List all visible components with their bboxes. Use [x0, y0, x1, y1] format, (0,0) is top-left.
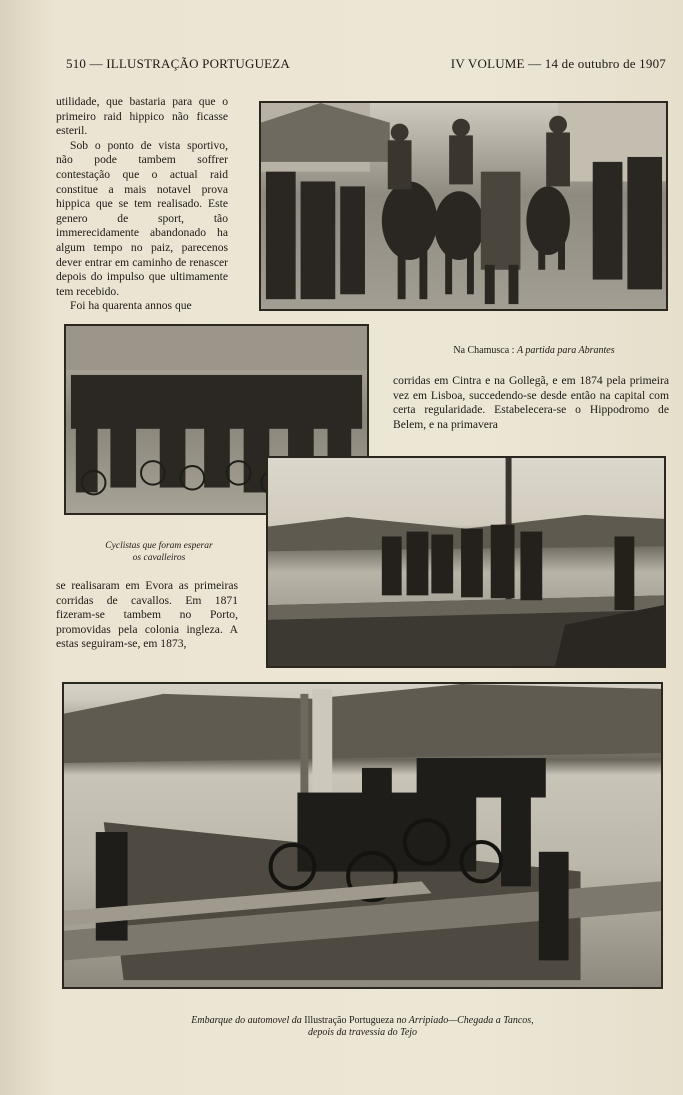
caption-part: no Arripiado—Chegada a Tancos, — [396, 1015, 534, 1026]
caption-line: depois da travessia do Tejo — [307, 1027, 418, 1038]
caption-cyclists — [64, 540, 254, 564]
paragraph: se realisaram em Evora as primeiras corridas de cavallos. Em 1871 fizeram-se tambem no Porto, promovidas pela colonia ingleza. A estas seguiram-se, em 1873, — [56, 579, 238, 651]
caption-line: Cyclistas que foram esperar — [105, 541, 213, 551]
photo-horsemen-image — [261, 103, 666, 309]
caption-line — [62, 1015, 663, 1027]
paragraph: corridas em Cintra e na Gollegã, e em 1874 pela primeira vez em Lisboa, succedendo-se desde então na capital com certa regularidade. Estabelecera-se o Hippodromo de Belem, e na primavera — [393, 374, 669, 431]
photo-automobile-embarkation — [62, 682, 663, 989]
column-top-left — [56, 95, 228, 314]
column-mid-right — [393, 374, 669, 432]
issue-date: — 14 de outubro de 1907 — [528, 56, 666, 71]
volume-label: IV VOLUME — [450, 56, 525, 71]
paragraph: Sob o ponto de vista sportivo, não pode tambem soffrer contestação que o actual raid constitue a mais notavel prova hippica que se tem realisado. Este genero de sport, tão immerecidamente abandonado ha algum tempo no paiz, parecenos dever entrar em caminho de renascer depois do impulso que ultimamente tem recebido. — [56, 138, 228, 298]
caption-title: A partida para Abrantes — [516, 345, 615, 356]
photo-horsemen-chamusca — [259, 101, 668, 311]
photo-automobile-image — [64, 684, 661, 987]
page-number: 510 — [66, 56, 87, 71]
caption-automobile — [62, 1015, 663, 1039]
header-right — [451, 56, 666, 72]
photo-boat-image — [268, 458, 664, 666]
caption-part: Embarque do automovel da — [191, 1015, 302, 1026]
paragraph: Foi ha quarenta annos que — [70, 299, 192, 313]
paragraph: utilidade, que bastaria para que o primeiro raid hippico não ficasse esteril. — [56, 95, 228, 138]
photo-boat-crossing — [266, 456, 666, 668]
publication-title: — ILLUSTRAÇÃO PORTUGUEZA — [89, 56, 291, 71]
caption-chamusca — [400, 345, 668, 357]
column-mid-left — [56, 579, 238, 652]
caption-publication-name: Illustração Portugueza — [304, 1015, 394, 1026]
caption-place: Na Chamusca : — [453, 345, 515, 356]
page-header — [66, 56, 666, 76]
header-left — [66, 56, 290, 72]
caption-line: os cavalleiros — [132, 553, 186, 563]
